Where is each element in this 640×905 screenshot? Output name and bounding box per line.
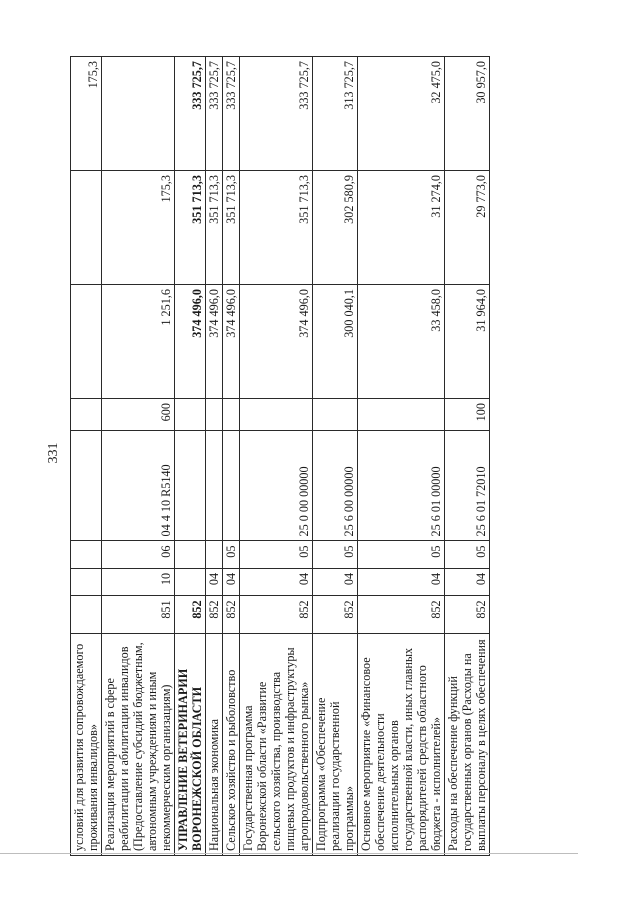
cell-sum-year2: 351 713,3 — [223, 171, 240, 285]
cell-vr — [223, 399, 240, 431]
cell-sum-year2: 351 713,3 — [240, 171, 313, 285]
cell-grbs: 852 — [175, 596, 206, 634]
cell-sum-year2: 175,3 — [102, 171, 175, 285]
cell-sum-year1: 374 496,0 — [240, 285, 313, 399]
cell-sum-year1: 374 496,0 — [223, 285, 240, 399]
cell-sum-year1: 300 040,1 — [313, 285, 358, 399]
cell-sum-year3: 333 725,7 — [175, 57, 206, 171]
cell-csr: 25 6 01 00000 — [358, 430, 445, 541]
cell-name: условий для развития сопровождаемого проживания инвалидов» — [71, 634, 102, 856]
budget-table — [70, 56, 490, 856]
cell-vr — [358, 399, 445, 431]
cell-sum-year3: 175,3 — [71, 57, 102, 171]
cell-sum-year1: 1 251,6 — [102, 285, 175, 399]
table-row — [223, 57, 240, 856]
cell-pr: 05 — [223, 541, 240, 568]
cell-rz: 04 — [313, 568, 358, 595]
cell-pr — [206, 541, 223, 568]
cell-sum-year1 — [71, 285, 102, 399]
cell-sum-year2: 29 773,0 — [445, 171, 490, 285]
cell-name: Подпрограмма «Обеспечение реализации государственной программы» — [313, 634, 358, 856]
cell-rz: 10 — [102, 568, 175, 595]
cell-pr: 05 — [313, 541, 358, 568]
cell-csr: 25 6 00 00000 — [313, 430, 358, 541]
cell-rz: 04 — [240, 568, 313, 595]
budget-table-rotated — [70, 0, 560, 856]
cell-name: Национальная экономика — [206, 634, 223, 856]
table-row — [313, 57, 358, 856]
cell-sum-year3: 32 475,0 — [358, 57, 445, 171]
cell-sum-year2: 351 713,3 — [206, 171, 223, 285]
cell-name: Сельское хозяйство и рыболовство — [223, 634, 240, 856]
table-row — [206, 57, 223, 856]
cell-rz — [71, 568, 102, 595]
cell-grbs: 852 — [240, 596, 313, 634]
cell-sum-year3: 333 725,7 — [206, 57, 223, 171]
cell-sum-year1: 31 964,0 — [445, 285, 490, 399]
cell-sum-year3: 333 725,7 — [240, 57, 313, 171]
table-body — [71, 57, 490, 856]
cell-name: Основное мероприятие «Финансовое обеспечение деятельности исполнительных органов государственной власти, иных главных распорядителей средств областного бюджета - исполнителей» — [358, 634, 445, 856]
table-row — [175, 57, 206, 856]
cell-vr — [240, 399, 313, 431]
cell-csr — [71, 430, 102, 541]
cell-csr — [206, 430, 223, 541]
cell-vr — [313, 399, 358, 431]
cell-csr — [223, 430, 240, 541]
cell-name: Реализация мероприятий в сфере реабилитации и абилитации инвалидов (Предоставление субсидий бюджетным, автономным учреждениям и иным некоммерческим организациям) — [102, 634, 175, 856]
cell-grbs: 852 — [358, 596, 445, 634]
cell-vr: 100 — [445, 399, 490, 431]
table-row — [240, 57, 313, 856]
cell-sum-year2 — [71, 171, 102, 285]
cell-sum-year1: 374 496,0 — [175, 285, 206, 399]
cell-sum-year2: 31 274,0 — [358, 171, 445, 285]
bottom-rule — [0, 853, 578, 854]
table-row — [445, 57, 490, 856]
cell-grbs: 852 — [445, 596, 490, 634]
cell-vr: 600 — [102, 399, 175, 431]
cell-grbs: 852 — [206, 596, 223, 634]
table-row — [358, 57, 445, 856]
table-row — [102, 57, 175, 856]
cell-pr — [175, 541, 206, 568]
cell-sum-year1: 374 496,0 — [206, 285, 223, 399]
cell-rz: 04 — [223, 568, 240, 595]
cell-name: Государственная программа Воронежской области «Развитие сельского хозяйства, производства пищевых продуктов и инфраструктуры агропродовольственного рынка» — [240, 634, 313, 856]
cell-pr — [71, 541, 102, 568]
cell-sum-year3 — [102, 57, 175, 171]
cell-csr: 04 4 10 R5140 — [102, 430, 175, 541]
table-row — [71, 57, 102, 856]
cell-rz: 04 — [445, 568, 490, 595]
cell-sum-year3: 333 725,7 — [223, 57, 240, 171]
cell-vr — [71, 399, 102, 431]
cell-grbs: 852 — [313, 596, 358, 634]
cell-sum-year3: 313 725,7 — [313, 57, 358, 171]
cell-pr: 05 — [445, 541, 490, 568]
cell-name: Расходы на обеспечение функций государственных органов (Расходы на выплаты персоналу в целях обеспечения — [445, 634, 490, 856]
cell-vr — [206, 399, 223, 431]
cell-pr: 06 — [102, 541, 175, 568]
cell-rz — [175, 568, 206, 595]
cell-sum-year2: 302 580,9 — [313, 171, 358, 285]
cell-sum-year2: 351 713,3 — [175, 171, 206, 285]
page-number: 331 — [46, 442, 61, 464]
cell-csr — [175, 430, 206, 541]
cell-sum-year3: 30 957,0 — [445, 57, 490, 171]
cell-grbs: 852 — [223, 596, 240, 634]
cell-pr: 05 — [240, 541, 313, 568]
cell-grbs — [71, 596, 102, 634]
cell-pr: 05 — [358, 541, 445, 568]
cell-grbs: 851 — [102, 596, 175, 634]
cell-name: УПРАВЛЕНИЕ ВЕТЕРИНАРИИ ВОРОНЕЖСКОЙ ОБЛАСТИ — [175, 634, 206, 856]
cell-rz: 04 — [206, 568, 223, 595]
cell-vr — [175, 399, 206, 431]
cell-rz: 04 — [358, 568, 445, 595]
cell-csr: 25 0 00 00000 — [240, 430, 313, 541]
cell-sum-year1: 33 458,0 — [358, 285, 445, 399]
cell-csr: 25 6 01 72010 — [445, 430, 490, 541]
